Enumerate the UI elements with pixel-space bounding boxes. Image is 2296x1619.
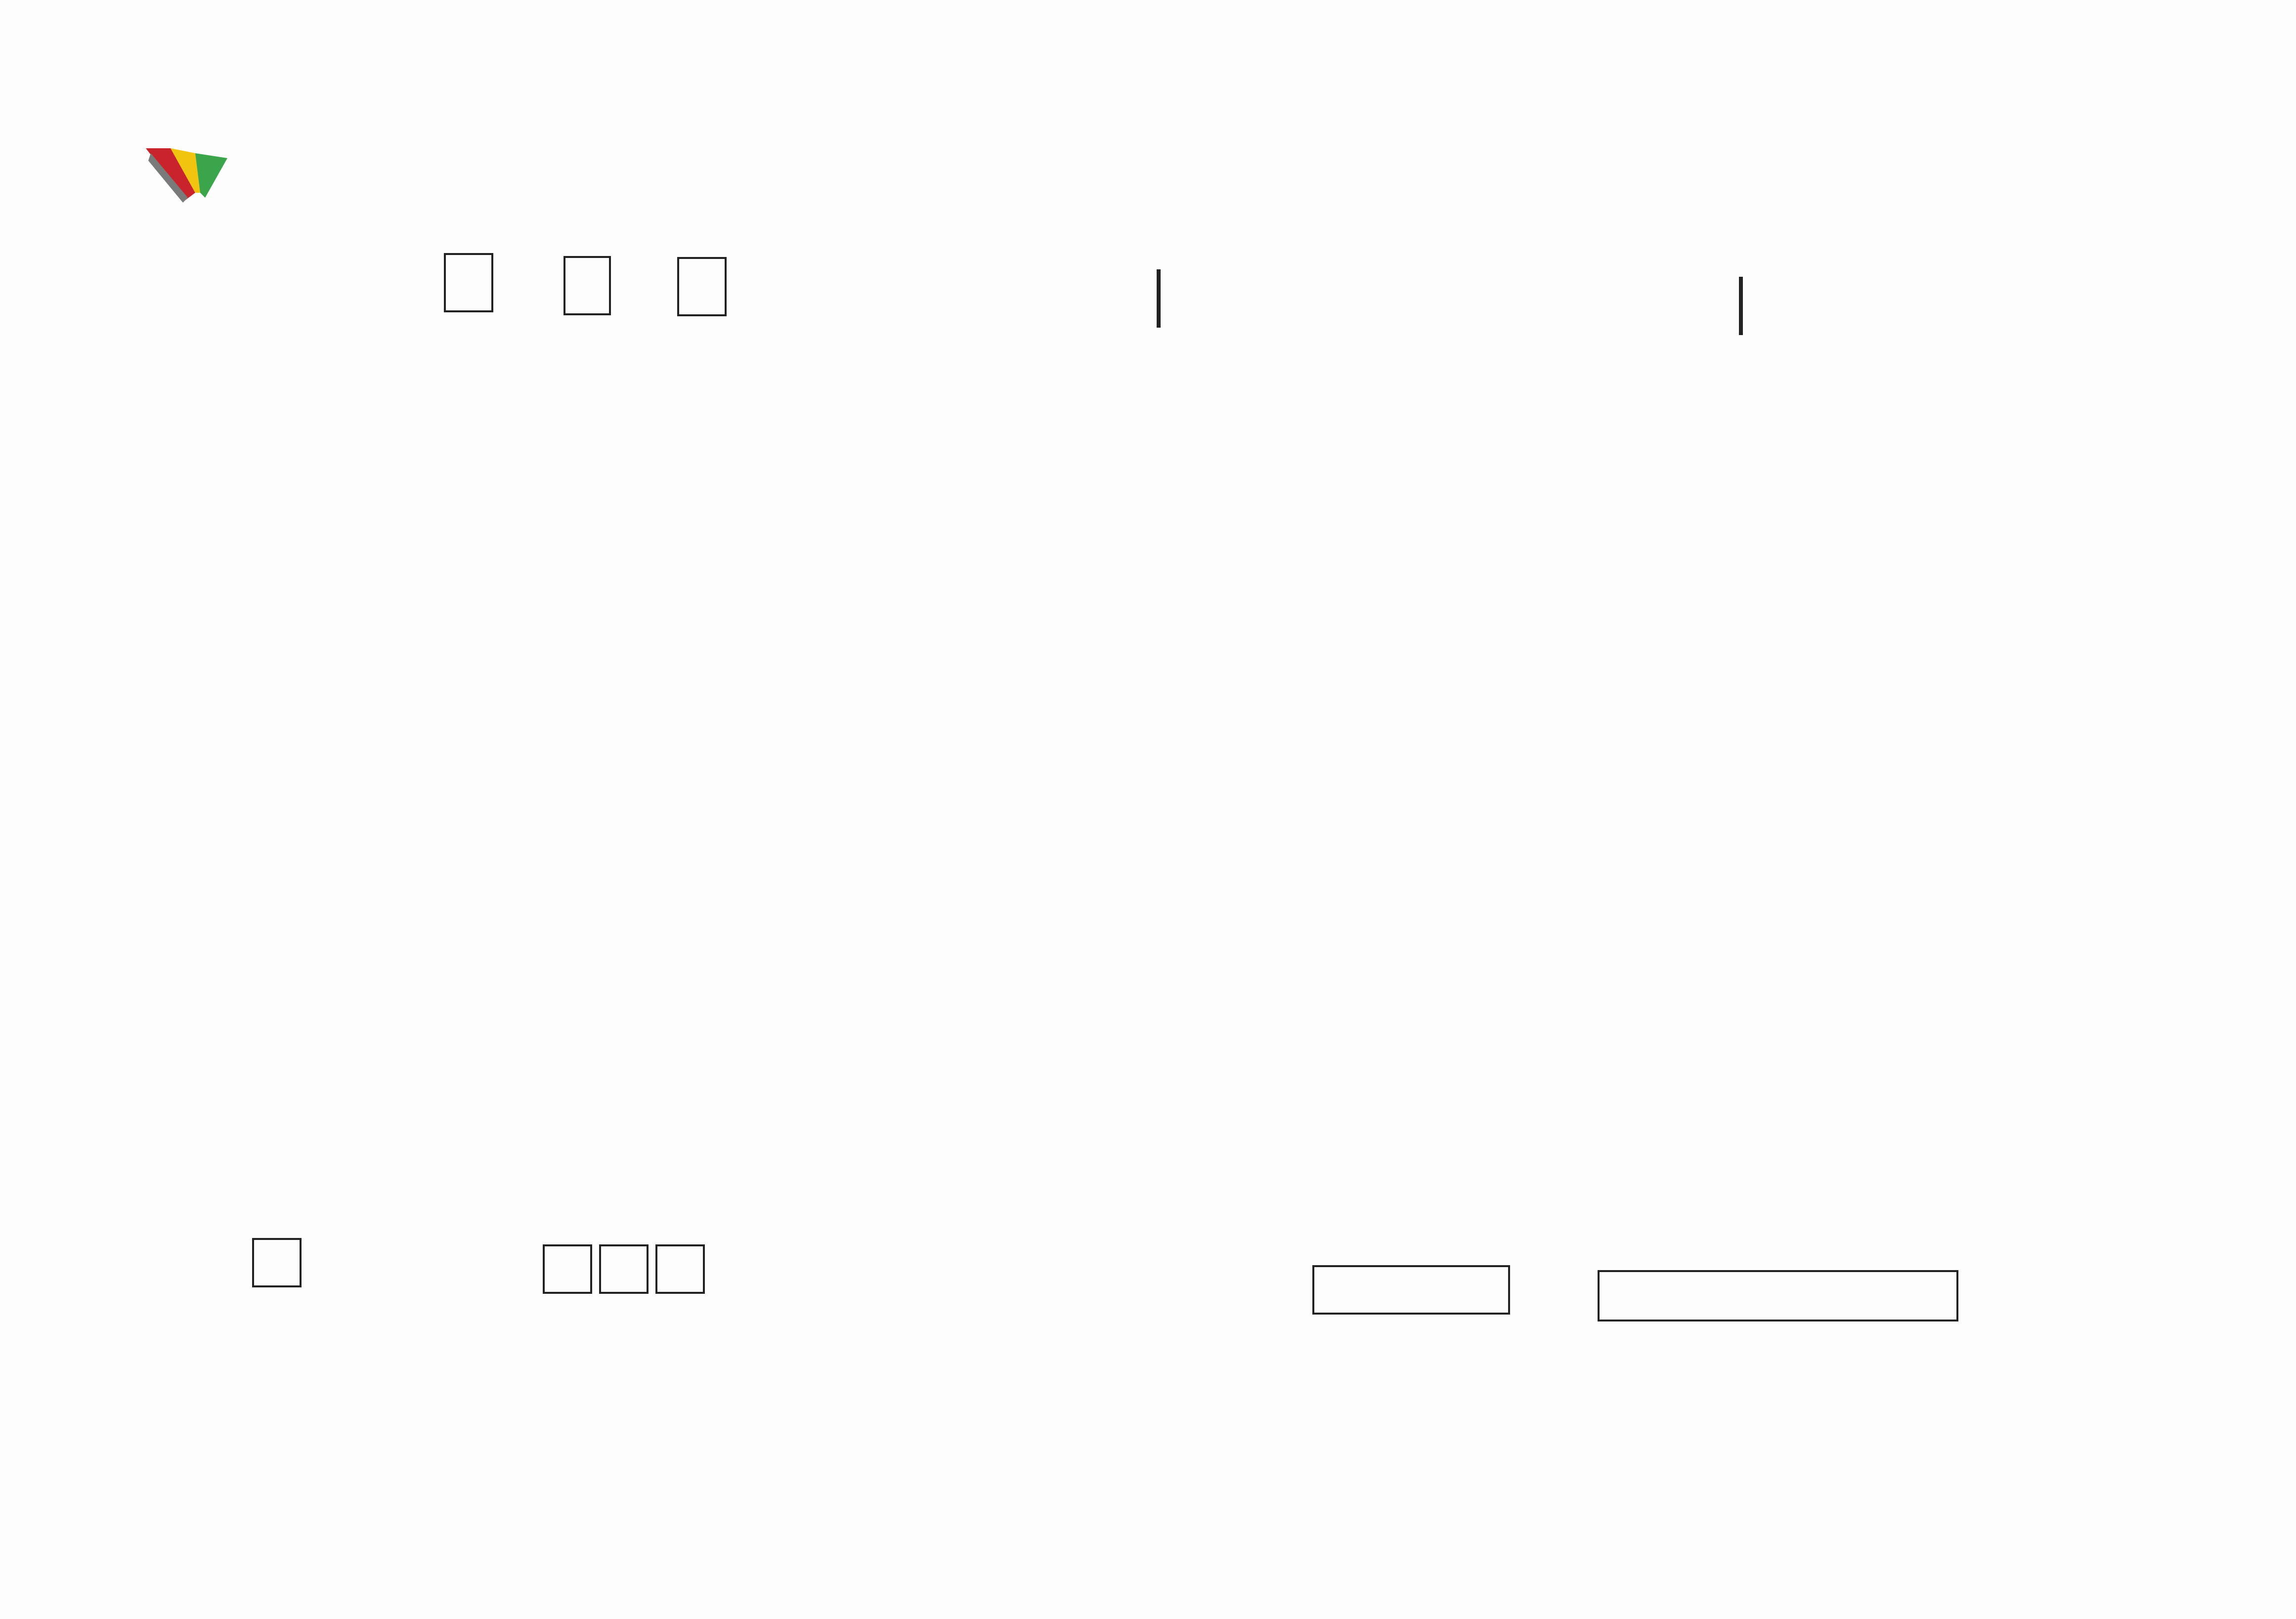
jubilado-checkbox[interactable]	[252, 1238, 302, 1287]
field-22[interactable]	[1598, 1270, 1958, 1321]
resolucion-field[interactable]	[1312, 1265, 1510, 1315]
fecha-jub-box-3[interactable]	[655, 1244, 705, 1294]
fecha-jub-box-1[interactable]	[543, 1244, 592, 1294]
fecha-jub-box-2[interactable]	[599, 1244, 649, 1294]
